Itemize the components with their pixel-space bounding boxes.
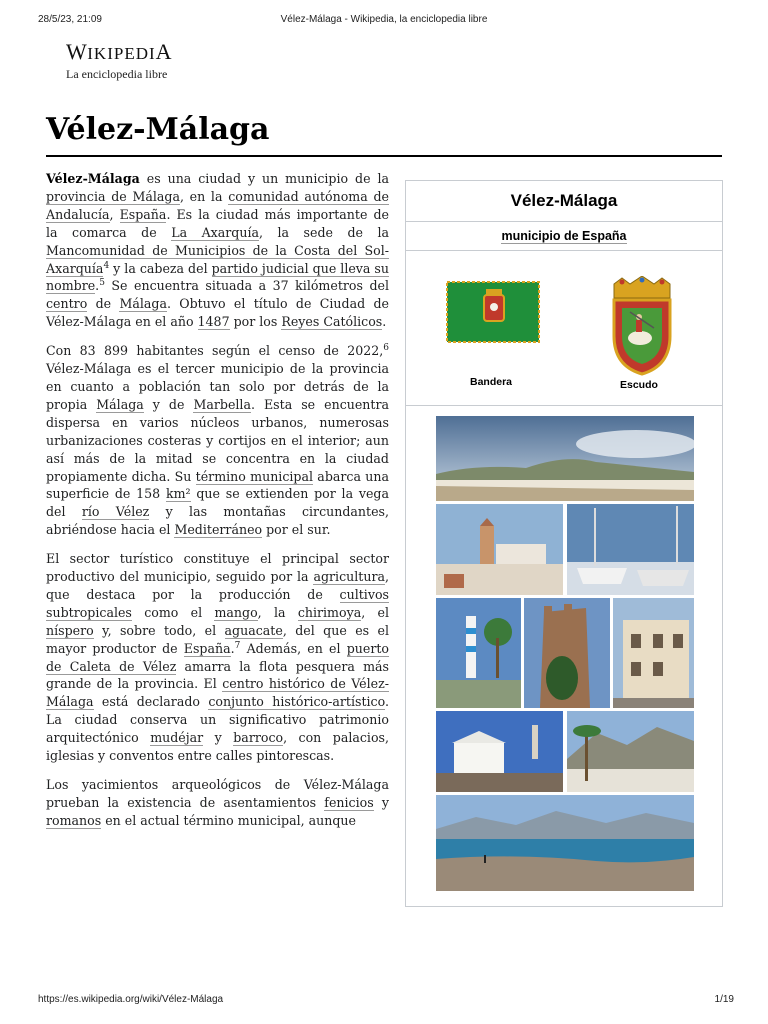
link-provincia[interactable]: provincia de Málaga (46, 188, 180, 204)
ref-6[interactable]: 6 (383, 342, 389, 353)
flag-label: Bandera (470, 376, 513, 388)
paragraph-population: Con 83 899 habitantes según el censo de 2022,$^6$ Vélez-Málaga es el tercer municipio de la provincia en cuanto a población tan solo por detrás de la propia Málaga y de Marbella. Esta se encuentra dispersa en varios núcleos urbanos, numerosas urbanizaciones costeras y cortijos en el interior; aun así más de la mitad se concentra en la ciudad propiamente dicha. Su término municipal abarca una superficie de 158 km² que se extienden por la vega del río Vélez y las montañas circundantes, abriéndose hacia el Mediterráneo por el sur. (46, 342, 390, 538)
ref-5[interactable]: 5 (99, 278, 105, 289)
link-rio-velez[interactable]: río Vélez (81, 504, 150, 520)
link-nispero[interactable]: níspero (46, 622, 94, 638)
link-aguacate[interactable]: aguacate (224, 622, 283, 638)
print-date: 28/5/23, 21:09 (38, 14, 102, 25)
link-centro[interactable]: centro (46, 296, 88, 312)
link-malaga[interactable]: Málaga (119, 296, 167, 312)
infobox (405, 180, 723, 907)
photo-palm-mountains[interactable] (567, 711, 694, 792)
photo-lighthouse[interactable] (436, 598, 521, 708)
link-espana[interactable]: España (119, 206, 167, 222)
print-url: https://es.wikipedia.org/wiki/Vélez-Málaga (38, 994, 224, 1005)
link-conjunto-historico[interactable]: conjunto histórico-artístico (208, 694, 385, 710)
link-1487[interactable]: 1487 (197, 314, 230, 330)
link-cultivos[interactable]: cultivos subtropicales (46, 586, 389, 620)
photo-hermitage[interactable] (436, 711, 563, 792)
link-puerto-caleta[interactable]: puerto de Caleta de Vélez (46, 640, 389, 674)
ref-7[interactable]: 7 (234, 640, 241, 651)
link-agricultura[interactable]: agricultura (313, 569, 385, 585)
link-reyes-catolicos[interactable]: Reyes Católicos (281, 314, 383, 330)
link-espana-2[interactable]: España (183, 640, 231, 656)
ref-4[interactable]: 4 (103, 260, 110, 271)
photo-castle-tower[interactable] (524, 598, 610, 708)
photo-town-panorama[interactable] (436, 416, 694, 501)
link-termino-municipal[interactable]: término municipal (195, 468, 314, 484)
photo-palace-facade[interactable] (613, 598, 694, 708)
photo-church-tower[interactable] (436, 504, 563, 595)
paragraph-history: Los yacimientos arqueológicos de Vélez-Málaga prueban la existencia de asentamientos fenicios y romanos en el actual término municipal, aunque (46, 777, 389, 828)
link-partido-judicial[interactable]: partido judicial que lleva su nombre (46, 260, 389, 294)
wikipedia-wordmark: WIKIPEDIA (66, 39, 173, 64)
flag-image[interactable] (446, 281, 540, 343)
infobox-emblems (406, 251, 722, 406)
print-page-title: Vélez-Málaga - Wikipedia, la enciclopedia libre (280, 14, 488, 25)
coat-of-arms-image[interactable] (600, 276, 684, 376)
infobox-subtitle-link[interactable]: municipio de España (501, 228, 627, 243)
link-romanos[interactable]: romanos (46, 812, 102, 828)
paragraph-intro: Vélez-Málaga es una ciudad y un municipio de la provincia de Málaga, en la comunidad autónoma de Andalucía, España. Es la ciudad más importante de la comarca de La Axarquía, la sede de la Mancomunidad de Municipios de la Costa del Sol-Axarquía$^4$ y la cabeza del partido judicial que lleva su nombre.$^5$ Se encuentra situada a 37 kilómetros del centro de Málaga. Obtuvo el título de Ciudad de Vélez-Málaga en el año 1487 por los Reyes Católicos. (46, 171, 390, 330)
page-title: Vélez-Málaga (46, 112, 270, 147)
paragraph-economy: El sector turístico constituye el principal sector productivo del municipio, seguido por la agricultura, que destaca por la producción de cultivos subtropicales como el mango, la chirimoya, el níspero y, sobre todo, el aguacate, del que es el mayor productor de España.$^7$ Además, en el puerto de Caleta de Vélez amarra la flota pesquera más grande de la provincia. El centro histórico de Vélez-Málaga está declarado conjunto histórico-artístico. La ciudad conserva un significativo patrimonio arquitectónico mudéjar y barroco, con palacios, iglesias y conventos entre calles pintorescas. (46, 551, 390, 764)
infobox-title: Vélez-Málaga (406, 181, 722, 222)
link-mudejar[interactable]: mudéjar (150, 730, 204, 746)
wikipedia-tagline: La enciclopedia libre (66, 67, 168, 81)
photo-fishing-boats[interactable] (567, 504, 694, 595)
infobox-subtitle (406, 222, 722, 251)
wikipedia-logo[interactable] (66, 40, 172, 82)
link-barroco[interactable]: barroco (233, 730, 284, 746)
photo-collage[interactable] (436, 416, 694, 891)
article-body (46, 170, 389, 841)
coat-label: Escudo (620, 379, 658, 391)
link-centro-historico[interactable]: centro histórico de Vélez-Málaga (46, 676, 390, 710)
photo-beach[interactable] (436, 795, 694, 891)
link-axarquia[interactable]: La Axarquía (171, 224, 260, 240)
print-page-number: 1/19 (714, 994, 734, 1005)
link-marbella[interactable]: Marbella (193, 396, 251, 412)
title-divider (46, 155, 722, 157)
link-mancomunidad[interactable]: Mancomunidad de Municipios de la Costa del Sol-Axarquía (46, 242, 389, 276)
link-mediterraneo[interactable]: Mediterráneo (174, 522, 263, 538)
link-fenicios[interactable]: fenicios (324, 794, 374, 810)
link-malaga-2[interactable]: Málaga (96, 396, 144, 412)
link-km2[interactable]: km² (165, 486, 191, 502)
link-mango[interactable]: mango (214, 604, 258, 620)
link-chirimoya[interactable]: chirimoya (297, 604, 362, 620)
link-comunidad[interactable]: comunidad autónoma de Andalucía (46, 188, 389, 222)
